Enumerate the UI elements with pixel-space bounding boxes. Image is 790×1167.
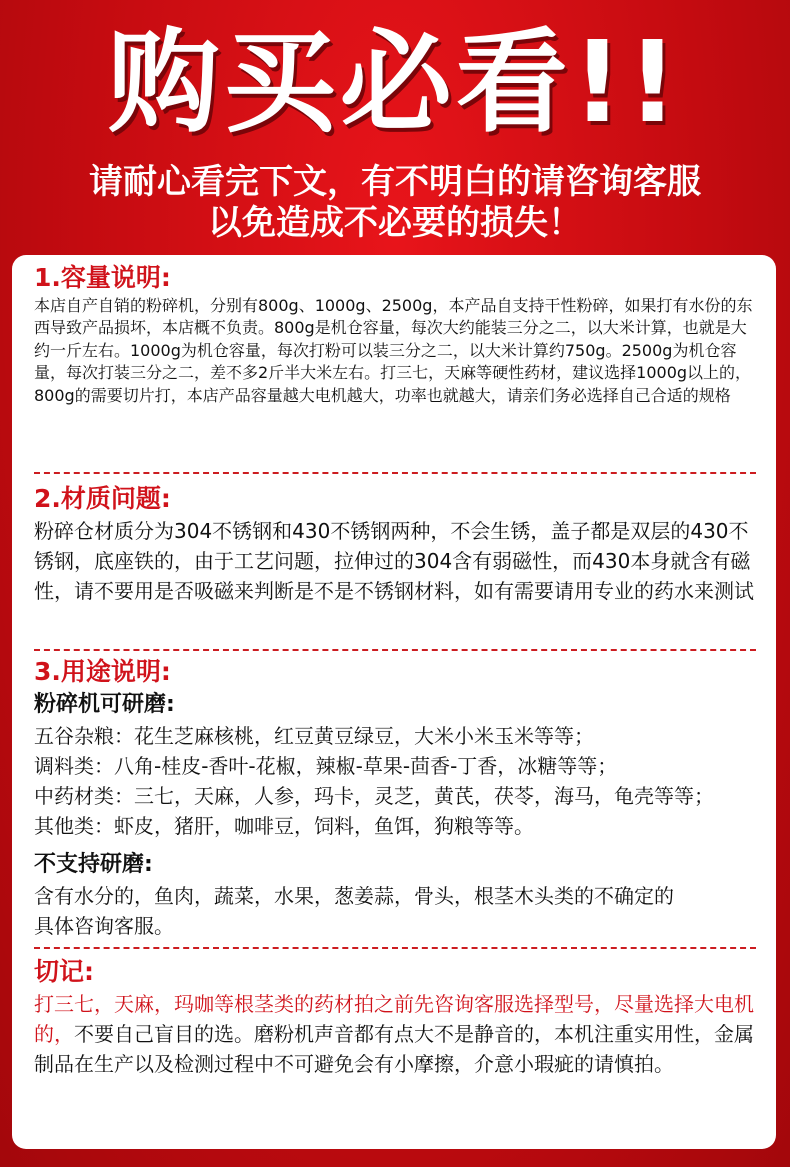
page-title: 购买必看!! [107,18,683,148]
usage-section [34,651,756,949]
can-grind-item-spices: 调料类：八角-桂皮-香叶-花椒，辣椒-草果-茴香-丁香，冰糖等等； [34,754,618,778]
material-text: 粉碎仓材质分为304不锈钢和430不锈钢两种，不会生锈，盖子都是双层的430不锈钢，底座铁的，由于工艺问题，拉伸过的304含有弱磁性，而430本身就含有磁性，请不要用是否吸磁来判断是不是不锈钢材料，如有需要请用专业的药水来测试 [34,519,754,603]
subtitle-line-2: 以免造成不必要的损失！ [208,203,582,243]
notice-panel [12,255,776,1149]
subtitle-line-1: 请耐心看完下文，有不明白的请咨询客服 [89,162,701,202]
notice-text [34,989,756,1079]
capacity-heading: 1.容量说明: [34,263,171,292]
usage-heading: 3.用途说明: [34,657,171,686]
header-banner [0,0,790,255]
capacity-text: 本店自产自销的粉碎机，分别有800g、1000g、2500g，本产品自支持干性粉碎，如果打有水份的东西导致产品损坏，本店概不负责。800g是机仓容量，每次大约能装三分之二，以大米计算，也就是大约一斤左右。1000g为机仓容量，每次打粉可以装三分之二，以大米计算约750g。2500g为机仓容量，每次打装三分之二，差不多2斤半大米左右。打三七，天麻等硬性药材，建议选择1000g以上的，800g的需要切片打，本店产品容量越大电机越大，功率也就越大，请亲们务必选择自己合适的规格 [34,296,753,405]
notice-warning-text: 打三七，天麻，玛咖等根茎类的药材拍之前先咨询客服选择型号，尽量选择大电机的， [34,992,754,1046]
capacity-section [34,261,756,474]
cannot-grind-heading: 不支持研磨: [34,852,153,877]
notice-section [34,949,756,1079]
can-grind-heading: 粉碎机可研磨: [34,692,175,717]
can-grind-item-grains: 五谷杂粮：花生芝麻核桃，红豆黄豆绿豆，大米小米玉米等等； [34,724,594,748]
cannot-grind-text: 含有水分的，鱼肉，蔬菜，水果，葱姜蒜，骨头，根茎木头类的不确定的具体咨询客服。 [34,884,674,938]
material-heading: 2.材质问题: [34,484,171,513]
notice-detail-text: 不要自己盲目的选。磨粉机声音都有点大不是静音的，本机注重实用性，金属制品在生产以及检测过程中不可避免会有小摩擦，介意小瑕疵的请慎拍。 [34,1022,754,1076]
can-grind-item-herbs: 中药材类：三七，天麻，人参，玛卡，灵芝，黄芪，茯苓，海马，龟壳等等； [34,784,714,808]
notice-heading: 切记: [34,957,94,986]
material-section [34,482,756,651]
can-grind-item-other: 其他类：虾皮，猪肝，咖啡豆，饲料，鱼饵，狗粮等等。 [34,814,534,838]
